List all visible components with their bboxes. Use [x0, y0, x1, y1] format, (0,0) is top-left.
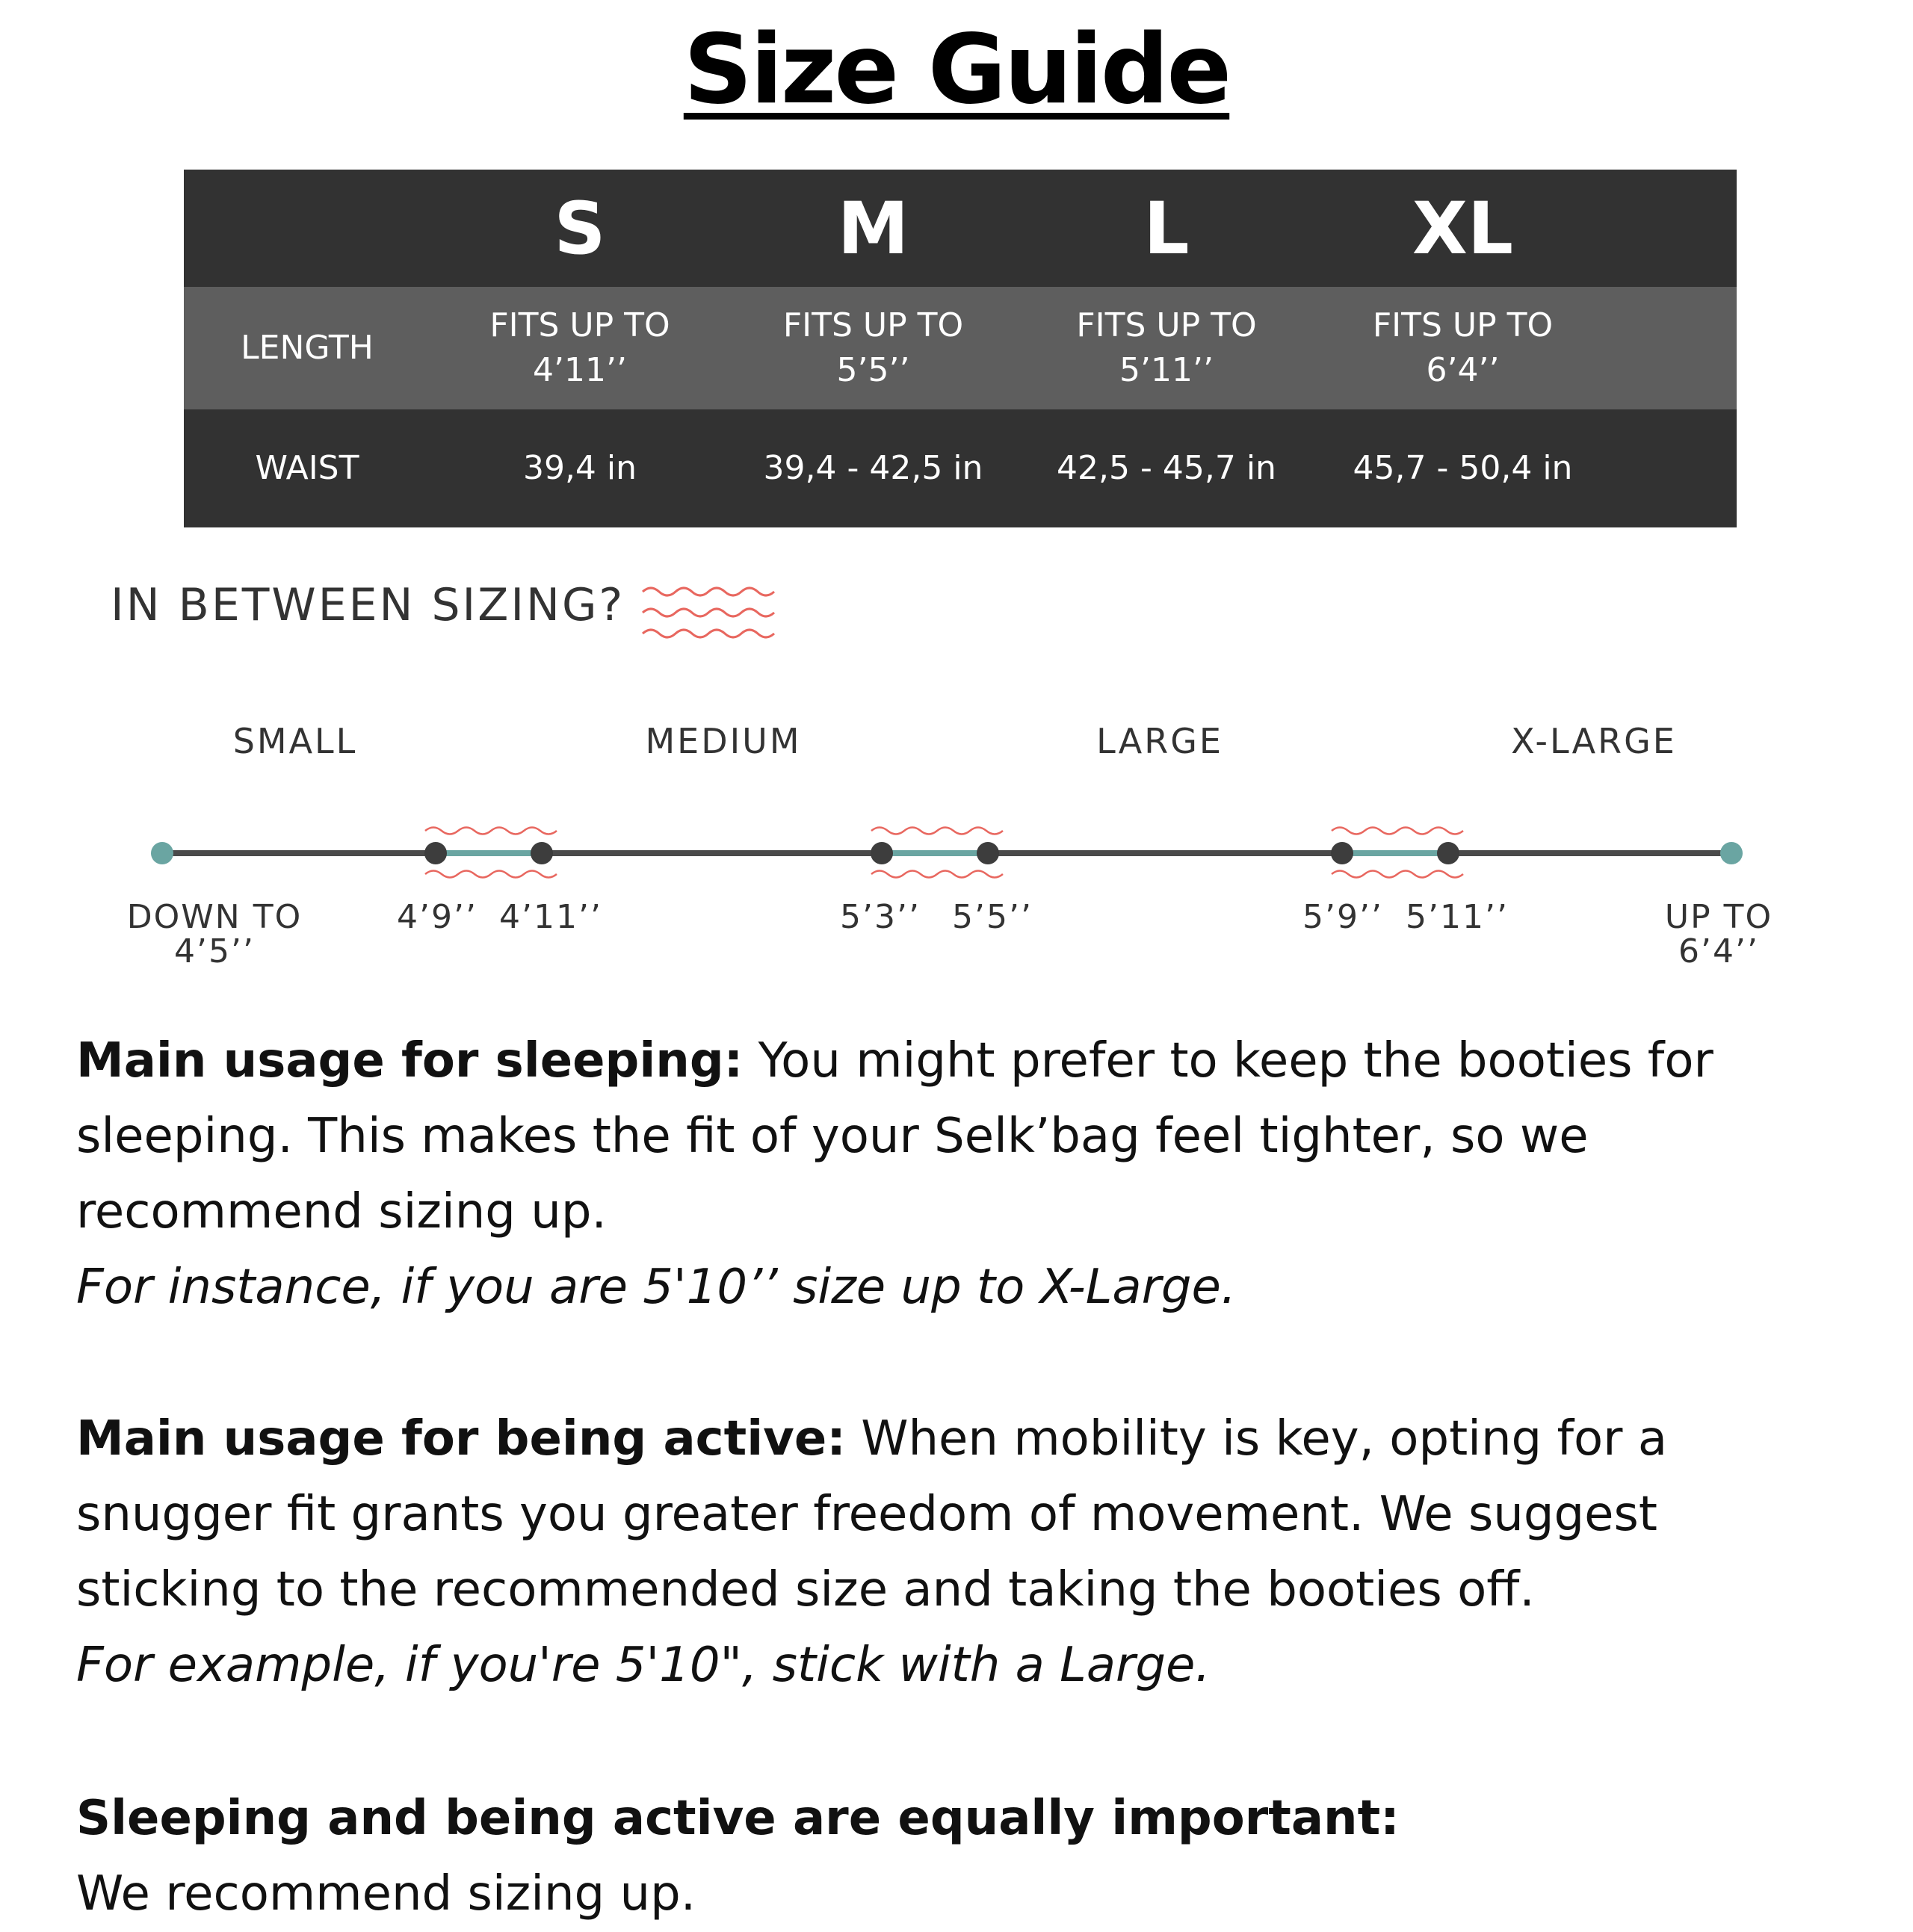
active-example: For example, if you're 5'10", stick with a Large.	[76, 1638, 1211, 1693]
sleeping-text: You might prefer to keep the booties for sleeping. This makes the fit of your Selk’bag feel tighter, so we recommend sizing up.	[76, 1033, 1713, 1239]
timeline-dot	[1331, 842, 1353, 864]
up-to-label: UP TO	[1664, 898, 1773, 936]
sleeping-example: For instance, if you are 5'10’’ size up to X-Large.	[76, 1260, 1237, 1315]
scale-label-medium: MEDIUM	[645, 721, 802, 761]
equal-section	[76, 1781, 1855, 1932]
active-section	[76, 1402, 1855, 1703]
timeline-end-dot	[1720, 842, 1743, 864]
size-header-row	[184, 170, 1737, 287]
waist-m: 39,4 - 42,5 in	[763, 449, 983, 487]
fits-up-to-label: FITS UP TO	[782, 306, 964, 344]
size-timeline	[0, 814, 1913, 897]
wave-icon	[1332, 828, 1463, 835]
length-value: 4’11’’	[533, 351, 627, 389]
waist-xl: 45,7 - 50,4 in	[1353, 449, 1573, 487]
sleeping-section	[76, 1024, 1855, 1325]
size-l-heading: L	[1143, 186, 1190, 270]
waist-l: 42,5 - 45,7 in	[1057, 449, 1276, 487]
size-m-heading: M	[837, 186, 909, 270]
timeline-dot	[977, 842, 999, 864]
tick-label: 5’5’’	[952, 898, 1033, 936]
length-value: 6’4’’	[1426, 351, 1500, 389]
timeline-dot	[424, 842, 447, 864]
tick-label: 5’11’’	[1406, 898, 1509, 936]
waist-label: WAIST	[255, 449, 359, 487]
length-row	[184, 287, 1737, 409]
equal-title: Sleeping and being active are equally important:	[76, 1791, 1400, 1846]
timeline-start-label	[127, 900, 302, 969]
length-m	[729, 303, 1017, 393]
wave-icon	[425, 871, 557, 878]
timeline-dot	[871, 842, 893, 864]
active-text: When mobility is key, opting for a snugger fit grants you greater freedom of movement. We suggest sticking to the recommended size and taking the booties off.	[76, 1411, 1668, 1617]
waist-s: 39,4 in	[522, 449, 637, 487]
wave-icon	[641, 583, 779, 643]
sleeping-title: Main usage for sleeping:	[76, 1033, 744, 1089]
size-s-heading: S	[554, 186, 606, 270]
scale-label-xlarge: X-LARGE	[1511, 721, 1677, 761]
down-to-value: 4’5’’	[174, 932, 255, 970]
up-to-value: 6’4’’	[1678, 932, 1759, 970]
fits-up-to-label: FITS UP TO	[489, 306, 670, 344]
size-xl-heading: XL	[1412, 186, 1514, 270]
fits-up-to-label: FITS UP TO	[1076, 306, 1257, 344]
waist-row	[184, 409, 1737, 527]
page-title: Size Guide	[683, 14, 1230, 126]
wave-icon	[425, 828, 557, 835]
length-l	[1017, 303, 1316, 393]
length-value: 5’11’’	[1119, 351, 1214, 389]
tick-label: 4’9’’	[397, 898, 478, 936]
tick-label: 5’9’’	[1302, 898, 1383, 936]
wave-icon	[871, 828, 1003, 835]
scale-label-small: SMALL	[232, 721, 358, 761]
timeline-start-dot	[151, 842, 173, 864]
length-label: LENGTH	[241, 329, 374, 367]
scale-label-large: LARGE	[1096, 721, 1223, 761]
tick-label: 4’11’’	[499, 898, 602, 936]
length-s	[430, 303, 729, 393]
down-to-label: DOWN TO	[126, 898, 303, 936]
timeline-dot	[1437, 842, 1459, 864]
equal-text: We recommend sizing up.	[76, 1866, 696, 1922]
length-xl	[1316, 303, 1610, 393]
size-table	[184, 170, 1737, 527]
in-between-heading: IN BETWEEN SIZING?	[111, 579, 625, 631]
timeline-dot	[531, 842, 553, 864]
wave-icon	[1332, 871, 1463, 878]
tick-label: 5’3’’	[840, 898, 921, 936]
length-value: 5’5’’	[836, 351, 910, 389]
timeline-end-label	[1665, 900, 1773, 969]
active-title: Main usage for being active:	[76, 1411, 846, 1467]
fits-up-to-label: FITS UP TO	[1372, 306, 1554, 344]
wave-icon	[871, 871, 1003, 878]
